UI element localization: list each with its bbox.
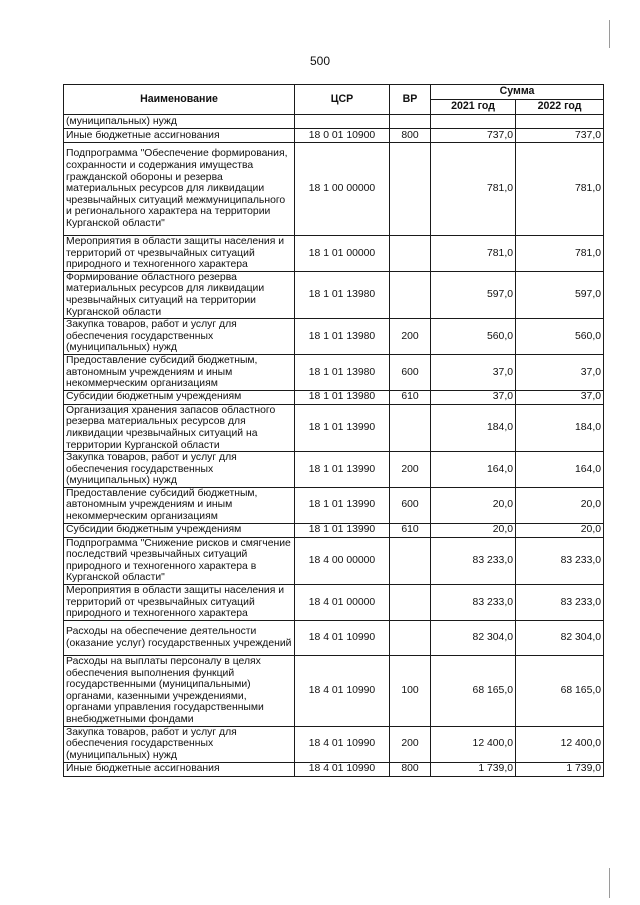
row-sum-2022: 781,0 bbox=[516, 143, 604, 236]
row-csr: 18 1 00 00000 bbox=[295, 143, 390, 236]
row-vr bbox=[390, 585, 431, 621]
row-csr: 18 4 01 00000 bbox=[295, 585, 390, 621]
row-sum-2021: 737,0 bbox=[431, 129, 516, 143]
row-sum-2022: 597,0 bbox=[516, 271, 604, 318]
row-name: Расходы на выплаты персоналу в целях обеспечения выполнения функций государственными (муниципальными) органами, казенными учреждениями, органами управления государственными внебюджетными фондами bbox=[64, 655, 295, 726]
row-csr: 18 1 01 13980 bbox=[295, 354, 390, 390]
header-sum: Сумма bbox=[431, 85, 604, 100]
row-sum-2022: 184,0 bbox=[516, 404, 604, 451]
row-sum-2021: 83 233,0 bbox=[431, 537, 516, 584]
row-name: Иные бюджетные ассигнования bbox=[64, 129, 295, 143]
table-row bbox=[64, 585, 604, 621]
row-vr bbox=[390, 271, 431, 318]
row-vr: 200 bbox=[390, 452, 431, 488]
row-csr: 18 1 01 13990 bbox=[295, 487, 390, 523]
row-sum-2022: 37,0 bbox=[516, 390, 604, 404]
header-csr: ЦСР bbox=[295, 85, 390, 115]
row-sum-2021: 82 304,0 bbox=[431, 620, 516, 655]
row-sum-2021: 68 165,0 bbox=[431, 655, 516, 726]
row-vr: 600 bbox=[390, 354, 431, 390]
row-vr: 100 bbox=[390, 655, 431, 726]
row-name: Иные бюджетные ассигнования bbox=[64, 762, 295, 776]
table-row bbox=[64, 655, 604, 726]
row-name: Закупка товаров, работ и услуг для обеспечения государственных (муниципальных) нужд bbox=[64, 452, 295, 488]
table-row bbox=[64, 143, 604, 236]
row-name: Подпрограмма "Обеспечение формирования, сохранности и содержания имущества гражданской обороны и резерва материальных ресурсов для ликвидации чрезвычайных ситуаций межмуниципального и регионального характера на территории Курганской области" bbox=[64, 143, 295, 236]
row-sum-2022: 20,0 bbox=[516, 523, 604, 537]
row-vr bbox=[390, 236, 431, 272]
row-sum-2021: 1 739,0 bbox=[431, 762, 516, 776]
table-row bbox=[64, 523, 604, 537]
table-row bbox=[64, 271, 604, 318]
page-number: 500 bbox=[309, 54, 331, 68]
row-csr: 18 1 01 00000 bbox=[295, 236, 390, 272]
row-vr bbox=[390, 115, 431, 129]
row-name: Субсидии бюджетным учреждениям bbox=[64, 390, 295, 404]
row-csr: 18 1 01 13980 bbox=[295, 319, 390, 355]
table-row bbox=[64, 537, 604, 584]
row-sum-2022: 82 304,0 bbox=[516, 620, 604, 655]
row-vr: 600 bbox=[390, 487, 431, 523]
row-sum-2021: 597,0 bbox=[431, 271, 516, 318]
header-vr: ВР bbox=[390, 85, 431, 115]
row-sum-2022: 781,0 bbox=[516, 236, 604, 272]
row-csr: 18 4 01 10990 bbox=[295, 762, 390, 776]
row-csr: 18 1 01 13980 bbox=[295, 390, 390, 404]
table-row bbox=[64, 236, 604, 272]
table-row bbox=[64, 129, 604, 143]
row-name: Предоставление субсидий бюджетным, автономным учреждениям и иным некоммерческим организациям bbox=[64, 354, 295, 390]
header-year-2022: 2022 год bbox=[516, 100, 604, 115]
row-sum-2021: 37,0 bbox=[431, 354, 516, 390]
row-sum-2022: 560,0 bbox=[516, 319, 604, 355]
row-sum-2021: 164,0 bbox=[431, 452, 516, 488]
row-name: Закупка товаров, работ и услуг для обеспечения государственных (муниципальных) нужд bbox=[64, 319, 295, 355]
row-name: (муниципальных) нужд bbox=[64, 115, 295, 129]
row-sum-2021: 781,0 bbox=[431, 143, 516, 236]
row-sum-2021: 20,0 bbox=[431, 487, 516, 523]
row-sum-2022: 37,0 bbox=[516, 354, 604, 390]
row-csr bbox=[295, 115, 390, 129]
budget-table bbox=[63, 84, 604, 777]
row-vr bbox=[390, 143, 431, 236]
table-row bbox=[64, 404, 604, 451]
table-row bbox=[64, 319, 604, 355]
row-sum-2021 bbox=[431, 115, 516, 129]
row-sum-2021: 781,0 bbox=[431, 236, 516, 272]
table-row bbox=[64, 487, 604, 523]
row-vr: 800 bbox=[390, 762, 431, 776]
table-row bbox=[64, 762, 604, 776]
row-vr: 200 bbox=[390, 319, 431, 355]
scan-edge-mark-top bbox=[609, 20, 610, 48]
row-sum-2022: 83 233,0 bbox=[516, 585, 604, 621]
row-csr: 18 4 00 00000 bbox=[295, 537, 390, 584]
table-body bbox=[64, 115, 604, 777]
row-sum-2021: 560,0 bbox=[431, 319, 516, 355]
row-vr: 200 bbox=[390, 726, 431, 762]
row-csr: 18 4 01 10990 bbox=[295, 655, 390, 726]
row-sum-2021: 184,0 bbox=[431, 404, 516, 451]
row-vr bbox=[390, 537, 431, 584]
row-csr: 18 4 01 10990 bbox=[295, 620, 390, 655]
row-sum-2022: 737,0 bbox=[516, 129, 604, 143]
row-sum-2022: 83 233,0 bbox=[516, 537, 604, 584]
row-sum-2022: 1 739,0 bbox=[516, 762, 604, 776]
table-row bbox=[64, 115, 604, 129]
row-csr: 18 4 01 10990 bbox=[295, 726, 390, 762]
row-csr: 18 1 01 13990 bbox=[295, 452, 390, 488]
row-name: Закупка товаров, работ и услуг для обеспечения государственных (муниципальных) нужд bbox=[64, 726, 295, 762]
row-csr: 18 0 01 10900 bbox=[295, 129, 390, 143]
row-name: Субсидии бюджетным учреждениям bbox=[64, 523, 295, 537]
row-name: Подпрограмма "Снижение рисков и смягчение последствий чрезвычайных ситуаций природного и техногенного характера в Курганской области" bbox=[64, 537, 295, 584]
row-sum-2022 bbox=[516, 115, 604, 129]
row-name: Мероприятия в области защиты населения и территорий от чрезвычайных ситуаций природного и техногенного характера bbox=[64, 585, 295, 621]
header-year-2021: 2021 год bbox=[431, 100, 516, 115]
table-row bbox=[64, 620, 604, 655]
row-vr: 610 bbox=[390, 523, 431, 537]
row-vr bbox=[390, 620, 431, 655]
row-sum-2022: 68 165,0 bbox=[516, 655, 604, 726]
row-name: Организация хранения запасов областного резерва материальных ресурсов для ликвидации чрезвычайных ситуаций на территории Курганской области bbox=[64, 404, 295, 451]
row-csr: 18 1 01 13990 bbox=[295, 523, 390, 537]
row-name: Мероприятия в области защиты населения и территорий от чрезвычайных ситуаций природного и техногенного характера bbox=[64, 236, 295, 272]
row-sum-2021: 12 400,0 bbox=[431, 726, 516, 762]
row-sum-2021: 20,0 bbox=[431, 523, 516, 537]
row-vr bbox=[390, 404, 431, 451]
row-sum-2022: 12 400,0 bbox=[516, 726, 604, 762]
row-name: Расходы на обеспечение деятельности (оказание услуг) государственных учреждений bbox=[64, 620, 295, 655]
header-name: Наименование bbox=[64, 85, 295, 115]
scan-edge-mark-bottom bbox=[609, 868, 610, 898]
row-sum-2022: 164,0 bbox=[516, 452, 604, 488]
row-vr: 610 bbox=[390, 390, 431, 404]
row-csr: 18 1 01 13990 bbox=[295, 404, 390, 451]
row-sum-2021: 83 233,0 bbox=[431, 585, 516, 621]
table-row bbox=[64, 390, 604, 404]
row-vr: 800 bbox=[390, 129, 431, 143]
row-sum-2022: 20,0 bbox=[516, 487, 604, 523]
table-row bbox=[64, 452, 604, 488]
row-sum-2021: 37,0 bbox=[431, 390, 516, 404]
table-row bbox=[64, 726, 604, 762]
row-name: Формирование областного резерва материальных ресурсов для ликвидации чрезвычайных ситуаций на территории Курганской области bbox=[64, 271, 295, 318]
row-name: Предоставление субсидий бюджетным, автономным учреждениям и иным некоммерческим организациям bbox=[64, 487, 295, 523]
row-csr: 18 1 01 13980 bbox=[295, 271, 390, 318]
table-row bbox=[64, 354, 604, 390]
